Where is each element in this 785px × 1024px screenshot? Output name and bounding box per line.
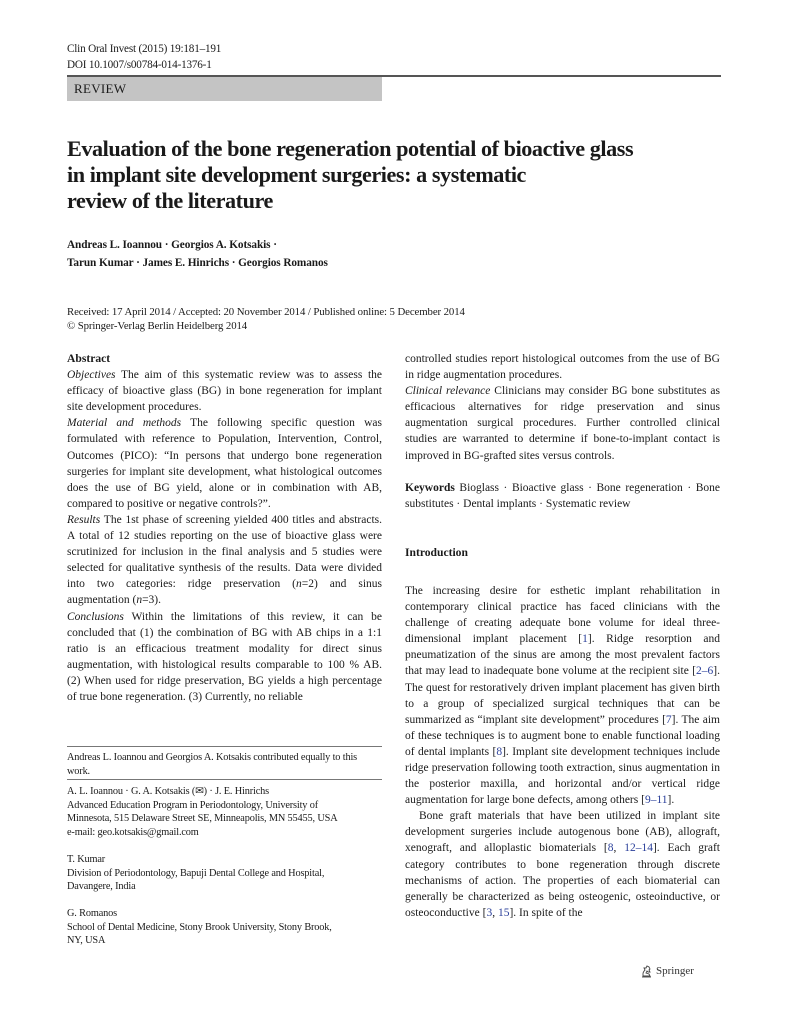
intro-text: Bone graft materials that have been utilized in implant site development surgeries include autogenous bone (AB), allograft, xenograft, and alloplastic biomaterials [	[405, 810, 720, 855]
citation-link[interactable]: 8	[607, 842, 614, 855]
copyright-line: © Springer-Verlag Berlin Heidelberg 2014	[67, 320, 248, 332]
citation-link[interactable]: 2–6	[696, 665, 714, 678]
citation-link[interactable]: 8	[496, 745, 503, 758]
footnote-rule	[67, 746, 382, 747]
methods-text: The following specific question was formulated with reference to Population, Intervention, Control, Outcomes (PICO): “In persons that undergo bone regeneration surgeries for implant site development, what histological outcomes does the use of BG yield, alone or in combination with AB, compared to positive or negative controls?”.	[67, 417, 382, 510]
contribution-note	[67, 751, 382, 778]
affiliation-names: T. Kumar	[67, 854, 106, 865]
affiliation-line: Division of Periodontology, Bapuji Dental College and Hospital,	[67, 867, 325, 879]
keywords	[405, 480, 720, 512]
springer-horse-icon	[640, 964, 653, 978]
intro-text: ,	[492, 906, 498, 919]
objectives-label: Objectives	[67, 369, 116, 382]
abstract-heading: Abstract	[67, 352, 111, 365]
citation-link[interactable]: 15	[497, 906, 510, 919]
conclusions-label: Conclusions	[67, 610, 124, 623]
keywords-text: Bioglass · Bioactive glass · Bone regeneration · Bone substitutes · Dental implants · Systematic review	[405, 481, 720, 510]
relevance-text: Clinicians may consider BG bone substitutes as efficacious alternatives for ridge preservation and sinus augmentation surgical procedures. Further controlled clinical studies are warranted to determine if bone-to-implant contact is improved in BG-grafted sites versus controls.	[405, 385, 720, 462]
left-column	[67, 351, 382, 705]
intro-text: ]. Ridge resorption and pneumatization of the sinus are among the most prevalent factors that may lead to inadequate bone volume at the recipient site [	[405, 633, 720, 678]
intro-text: ,	[613, 842, 625, 855]
section-label: REVIEW	[74, 81, 127, 96]
conclusions-text: Within the limitations of this review, it can be concluded that (1) the combination of BG with AB chips in a 1:1 ratio is an efficacious treatment modality for direct sinus augmentation, with histological results comparable to 100 % AB. (2) When used for ridge preservation, BG yields a high percentage of true bone regeneration. (3) Currently, no reliable	[67, 610, 382, 703]
conclusions-continued: controlled studies report histological outcomes from the use of BG in ridge augmentation procedures.	[405, 353, 720, 382]
affiliation-line: Davangere, India	[67, 881, 136, 893]
affiliation-names: G. Romanos	[67, 908, 117, 919]
affiliation-block	[67, 853, 382, 894]
affiliation-line: NY, USA	[67, 935, 106, 947]
results-text: =2) and sinus augmentation (	[67, 578, 382, 607]
citation-link[interactable]: 1	[582, 633, 588, 646]
citation-link[interactable]: 7	[665, 713, 672, 726]
contribution-text: Andreas L. Ioannou and Georgios A. Kotsakis contributed equally to this work.	[67, 752, 358, 777]
intro-text: ].	[667, 794, 675, 807]
intro-text: ]. The quest for restoratively driven implant placement has given birth to a group of specialized surgical techniques that can be summarized as “implant site development” procedures [	[405, 665, 720, 726]
abstract-results	[67, 512, 382, 609]
abstract-methods	[67, 415, 382, 512]
abstract-objectives	[67, 367, 382, 415]
intro-text: ]. The aim of these techniques is to augment bone to enable functional loading of dental implants [	[405, 713, 720, 758]
introduction-heading: Introduction	[405, 545, 468, 559]
results-text: The 1st phase of screening yielded 400 titles and abstracts. A total of 12 studies reporting on the use of bioactive glass were scrutinized for inclusion in the final analysis and 5 studies were selected for qualitative synthesis of the results. Data were divided into two categories: ridge preservation (	[67, 513, 382, 591]
journal-citation	[67, 41, 221, 73]
publisher-name: Springer	[656, 965, 694, 977]
doi-line: DOI 10.1007/s00784-014-1376-1	[67, 59, 212, 71]
journal-line: Clin Oral Invest (2015) 19:181–191	[67, 43, 222, 55]
abstract-relevance	[405, 383, 720, 463]
affiliation-names: A. L. Ioannou · G. A. Kotsakis (✉) · J. E. Hinrichs	[67, 786, 270, 797]
section-band	[67, 77, 382, 101]
citation-link[interactable]: 3	[486, 906, 493, 919]
results-text: =3).	[142, 594, 162, 607]
keywords-label: Keywords	[405, 481, 455, 494]
article-title	[67, 136, 717, 214]
methods-label: Material and methods	[67, 417, 182, 430]
title-line: review of the literature	[67, 188, 273, 213]
affiliation-block	[67, 907, 382, 948]
right-column	[405, 351, 720, 921]
results-label: Results	[67, 513, 101, 526]
results-n: n	[136, 594, 143, 607]
abstract-conclusions	[67, 609, 382, 706]
intro-text: ]. Each graft category contributes to bone regeneration through discrete mechanisms of action. The properties of each biomaterial can generally be characterized as being osteogenic, osteoinductive, or osteoconductive [	[405, 842, 721, 919]
citation-link[interactable]: 12–14	[624, 842, 653, 855]
author-line: Tarun Kumar · James E. Hinrichs · Georgios Romanos	[67, 257, 328, 269]
relevance-label: Clinical relevance	[405, 385, 491, 398]
affiliation-block	[67, 785, 382, 839]
author-line: Andreas L. Ioannou · Georgios A. Kotsakis ·	[67, 239, 277, 251]
publication-dates	[67, 305, 707, 333]
affiliation-line: Minnesota, 515 Delaware Street SE, Minneapolis, MN 55455, USA	[67, 813, 338, 825]
intro-text: ]. Implant site development techniques include ridge preservation following tooth extraction, sinus augmentation in the posterior maxilla, and horizontal and/or vertical ridge augmentation for large bone defects, among others [	[405, 745, 720, 807]
affiliation-line: Advanced Education Program in Periodontology, University of	[67, 799, 319, 811]
citation-link[interactable]: 9–11	[644, 794, 668, 807]
intro-text: ]. In spite of the	[509, 906, 583, 919]
dates-line: Received: 17 April 2014 / Accepted: 20 November 2014 / Published online: 5 December 2014	[67, 306, 465, 318]
title-line: in implant site development surgeries: a systematic	[67, 162, 526, 187]
title-line: Evaluation of the bone regeneration potential of bioactive glass	[67, 136, 634, 161]
objectives-text: The aim of this systematic review was to assess the efficacy of bioactive glass (BG) in bone regeneration for implant site development procedures.	[67, 369, 382, 414]
results-n: n	[296, 578, 302, 591]
intro-text: The increasing desire for esthetic implant rehabilitation in contemporary clinical practice has faced clinicians with the challenge of creating adequate bone volume for ideal three-dimensional implant placement [	[405, 584, 720, 646]
author-list	[67, 236, 467, 272]
affiliation-email[interactable]: e-mail: geo.kotsakis@gmail.com	[67, 826, 199, 838]
affiliation-line: School of Dental Medicine, Stony Brook University, Stony Brook,	[67, 921, 332, 933]
intro-paragraph	[405, 583, 720, 808]
footnote-rule	[67, 779, 382, 780]
intro-paragraph	[405, 808, 720, 921]
publisher-logo	[640, 964, 694, 978]
